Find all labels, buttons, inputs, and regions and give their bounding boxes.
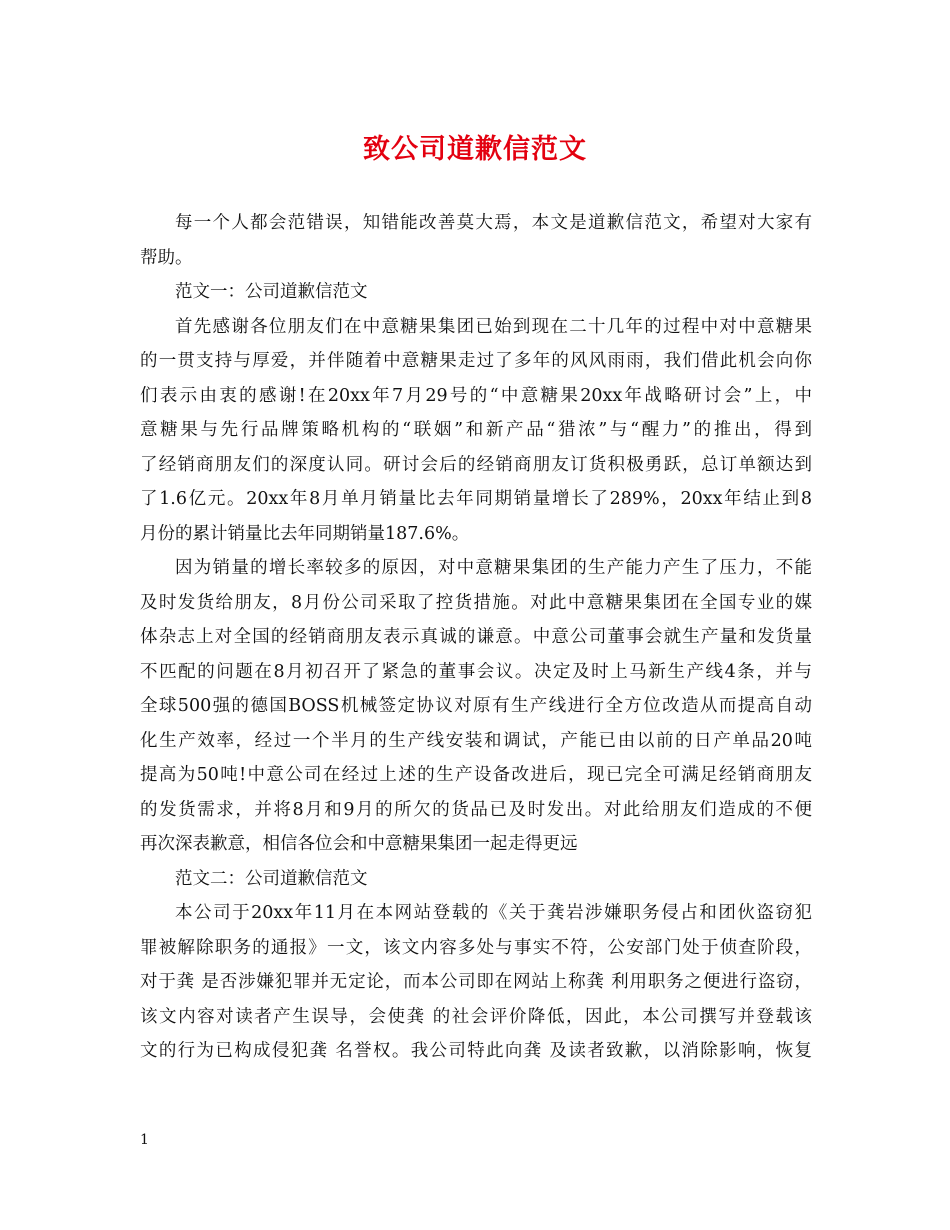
paragraph-line: 提高为50吨!中意公司在经过上述的生产设备改进后，现已完全可满足经销商朋友: [140, 765, 812, 785]
paragraph-line: 对于龚 是否涉嫌犯罪并无定论，而本公司即在网站上称龚 利用职务之便进行盗窃，: [140, 972, 812, 992]
paragraph-line: 该文内容对读者产生误导，会使龚 的社会评价降低，因此，本公司撰写并登载该: [140, 1006, 812, 1027]
paragraph-line: 首先感谢各位朋友们在中意糖果集团已始到现在二十几年的过程中对中意糖果: [175, 316, 812, 337]
paragraph-line: 全球500强的德国BOSS机械签定协议对原有生产线进行全方位改造从而提高自动: [140, 696, 812, 716]
document-title: 致公司道歉信范文: [363, 134, 587, 165]
paragraph-line: 文的行为已构成侵犯龚 名誉权。我公司特此向龚 及读者致歉，以消除影响，恢复: [140, 1041, 812, 1061]
paragraph-line: 帮助。: [140, 247, 193, 268]
paragraph-line: 的发货需求，并将8月和9月的所欠的货品已及时发出。对此给朋友们造成的不便: [140, 799, 812, 820]
paragraph-line: 再次深表歉意，相信各位会和中意糖果集团一起走得更远: [140, 834, 578, 854]
paragraph-line: 月份的累计销量比去年同期销量187.6%。: [140, 523, 470, 544]
paragraph-line: 本公司于20xx年11月在本网站登载的《关于龚岩涉嫌职务侵占和团伙盗窃犯: [175, 903, 812, 923]
paragraph-line: 因为销量的增长率较多的原因，对中意糖果集团的生产能力产生了压力，不能: [175, 558, 812, 578]
paragraph-line: 的一贯支持与厚爱，并伴随着中意糖果走过了多年的风风雨雨，我们借此机会向你: [140, 351, 812, 371]
paragraph-line: 每一个人都会范错误，知错能改善莫大焉，本文是道歉信范文，希望对大家有: [175, 213, 812, 233]
page-number: 1: [140, 1132, 149, 1148]
section-heading: 范文二：公司道歉信范文: [175, 868, 368, 889]
paragraph-line: 了经销商朋友们的深度认同。研讨会后的经销商朋友订货积极勇跃，总订单额达到: [140, 454, 812, 475]
paragraph-line: 了1.6亿元。20xx年8月单月销量比去年同期销量增长了289%，20xx年结止到8: [140, 489, 812, 509]
paragraph-line: 体杂志上对全国的经销商朋友表示真诚的谦意。中意公司董事会就生产量和发货量: [140, 627, 812, 647]
document-body: [140, 206, 812, 1069]
paragraph-line: 罪被解除职务的通报》一文，该文内容多处与事实不符，公安部门处于侦查阶段，: [140, 937, 812, 958]
paragraph-line: 化生产效率，经过一个半月的生产线安装和调试，产能已由以前的日产单品20吨: [140, 730, 812, 751]
paragraph-line: 们表示由衷的感谢!在20xx年7月29号的“中意糖果20xx年战略研讨会”上，中: [140, 385, 812, 406]
section-heading: 范文一：公司道歉信范文: [175, 282, 368, 302]
paragraph-line: 不匹配的问题在8月初召开了紧急的董事会议。决定及时上马新生产线4条，并与: [140, 661, 812, 682]
paragraph-line: 意糖果与先行品牌策略机构的“联姻”和新产品“猎浓”与“醒力”的推出，得到: [140, 420, 812, 440]
paragraph-line: 及时发货给朋友，8月份公司采取了控货措施。对此中意糖果集团在全国专业的媒: [140, 592, 812, 613]
